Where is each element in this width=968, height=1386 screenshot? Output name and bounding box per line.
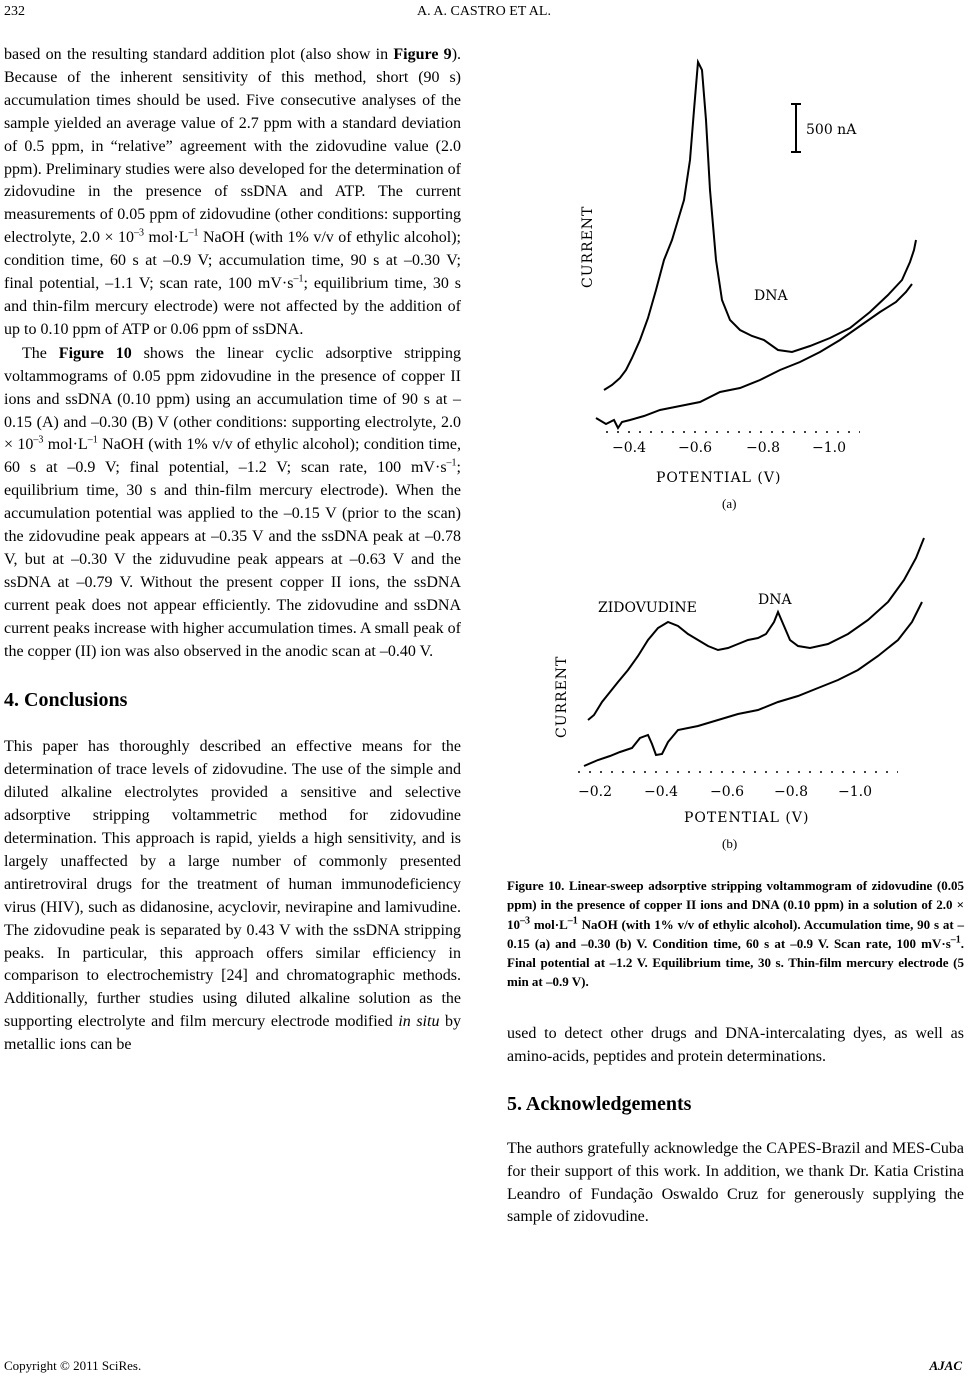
paragraph-2: The Figure 10 shows the linear cyclic adsorptive stripping voltammograms of 0.05 ppm zidovudine in the presence of copper II ions and ssDNA (0.10 ppm) using an accumulation time of 90 s at –0.15 (A) and –0.30 (B) V (other conditions: supporting electrolyte, $2.0 \times 10^{-3}$ $mol\cdot L^{-1}$ NaOH (with 1% v/v of ethylic alcohol); condition time, 60 s at –0.9 V; final potential, –1.2 V; scan rate, 100 $mV\cdot s^{-1}$; equilibrium time, 30 s and thin-film mercury electrode). When the accumulation potential was applied to the –0.15 V (prior to the scan) the zidovudine peak appears at –0.35 V and the ssDNA peak at –0.78 V, but at –0.30 V the ziduvudine peak appears at –0.63 V and the ssDNA at –0.79 V. Without the present copper II ions, the ssDNA current peak does not appear efficiently. The zidovudine and ssDNA current peaks increase with higher accumulation times. A small peak of the copper (II) ion was also observed in the anodic scan at –0.40 V. (4, 344, 462, 660)
left-column (4, 44, 461, 1057)
peak-label-dna: DNA (754, 288, 788, 304)
figure-10b (548, 530, 968, 830)
x-axis-label: POTENTIAL (V) (656, 470, 782, 486)
y-axis-label: CURRENT (580, 205, 596, 288)
y-axis-label: CURRENT (554, 655, 570, 738)
tick-label: −0.6 (710, 784, 744, 800)
figure-ref: Figure 9 (393, 46, 452, 63)
upper-curve (588, 538, 924, 720)
tick-label: −0.6 (678, 440, 712, 456)
figure-ref: Figure 10 (58, 344, 132, 362)
paragraph-4: used to detect other drugs and DNA-intercalating dyes, as well as amino-acids, peptides and protein determinations. (507, 1025, 964, 1065)
page-number: 232 (4, 4, 25, 19)
journal-name: AJAC (929, 1358, 962, 1373)
panel-b-label: (b) (722, 836, 738, 851)
figure-10a (560, 40, 920, 490)
section-heading-conclusions: 4. Conclusions (4, 689, 128, 712)
tick-label: −0.4 (612, 440, 646, 456)
voltammogram-b (548, 530, 968, 830)
paragraph-1: based on the resulting standard addition plot (also show in Figure 9). Because of the inherent sensitivity of this method, short (90 s) accumulation times should be used. Five consecutive analyses of the sample yielded an average value of 2.7 ppm with a standard deviation of 0.5 ppm, in “relative” agreement with the zidovudine value (2.0 ppm). Preliminary studies were also developed for the determination of zidovudine in the presence of ssDNA and ATP. The current measurements of 0.05 ppm of zidovudine (other conditions: supporting electrolyte, $2.0 \times 10^{-3}$ $mol\cdot L^{-1}$ NaOH (with 1% v/v of ethylic alcohol); condition time, 60 s at –0.9 V; accumulation time, 90 s at –0.30 V; final potential, –1.1 V; scan rate, 100 $mV\cdot s^{-1}$; equilibrium time, 30 s and thin-film mercury electrode) were not affected by the addition of up to 0.10 ppm of ATP or 0.06 ppm of ssDNA. (4, 46, 462, 338)
peak-label-dna: DNA (758, 592, 792, 608)
copyright: Copyright © 2011 SciRes. (4, 1358, 142, 1373)
lower-curve (596, 284, 912, 428)
tick-label: −0.8 (746, 440, 780, 456)
tick-label: −1.0 (838, 784, 872, 800)
panel-a-label: (a) (722, 496, 737, 511)
tick-label: −0.8 (774, 784, 808, 800)
voltammogram-a (560, 40, 920, 490)
tick-label: −0.4 (644, 784, 678, 800)
lower-curve (584, 602, 922, 766)
paragraph-3: This paper has thoroughly described an effective means for the determination of trace levels of zidovudine. The use of the simple and diluted alkaline electrolytes provided a sensitive and selective adsorptive stripping voltammetric method for zidovudine determination. This approach is rapid, yields a high sensitivity, and is largely unaffected by a large number of commonly presented antiretroviral drugs for the treatment of human immunodeficiency virus (HIV), such as didanosine, acyclovir, nevirapine and lamivudine. The zidovudine peak is separated by 0.43 V with the ssDNA stripping peaks. In particular, this approach offers similar efficiency in comparison to electrochemistry [24] and chromatographic methods. Additionally, further studies using diluted alkaline solution as the supporting electrolyte and film mercury electrode modified in situ by metallic ions can be (4, 738, 462, 1054)
tick-label: −1.0 (812, 440, 846, 456)
section-heading-acknowledgements: 5. Acknowledgements (507, 1092, 692, 1115)
scale-bar-label: 500 nA (806, 122, 857, 138)
running-title: A. A. CASTRO ET AL. (417, 4, 551, 19)
right-column (507, 1023, 964, 1229)
upper-curve (604, 62, 916, 390)
paragraph-5: The authors gratefully acknowledge the CAPES-Brazil and MES-Cuba for their support of this work. In addition, we thank Dr. Katia Cristina Leandro of Fundação Oswaldo Cruz for generously supplying the sample of zidovudine. (507, 1139, 964, 1226)
peak-label-zidovudine: ZIDOVUDINE (598, 600, 697, 616)
figure-caption: Figure 10. Linear-sweep adsorptive stripping voltammogram of zidovudine (0.05 ppm) in the presence of copper II ions and DNA (0.10 ppm) in a solution of $2.0 \times 10^{-3}$ $mol\cdot L^{-1}$ NaOH (with 1% v/v of ethylic alcohol). Accumulation time, 90 s at –0.15 (a) and –0.30 (b) V. Condition time, 60 s at –0.9 V. Scan rate, 100 $mV\cdot s^{-1}$. Final potential at –1.2 V. Equilibrium time, 30 s. Thin-film mercury electrode (5 min at –0.9 V). (507, 878, 965, 990)
x-axis-label: POTENTIAL (V) (684, 810, 810, 826)
tick-label: −0.2 (578, 784, 612, 800)
